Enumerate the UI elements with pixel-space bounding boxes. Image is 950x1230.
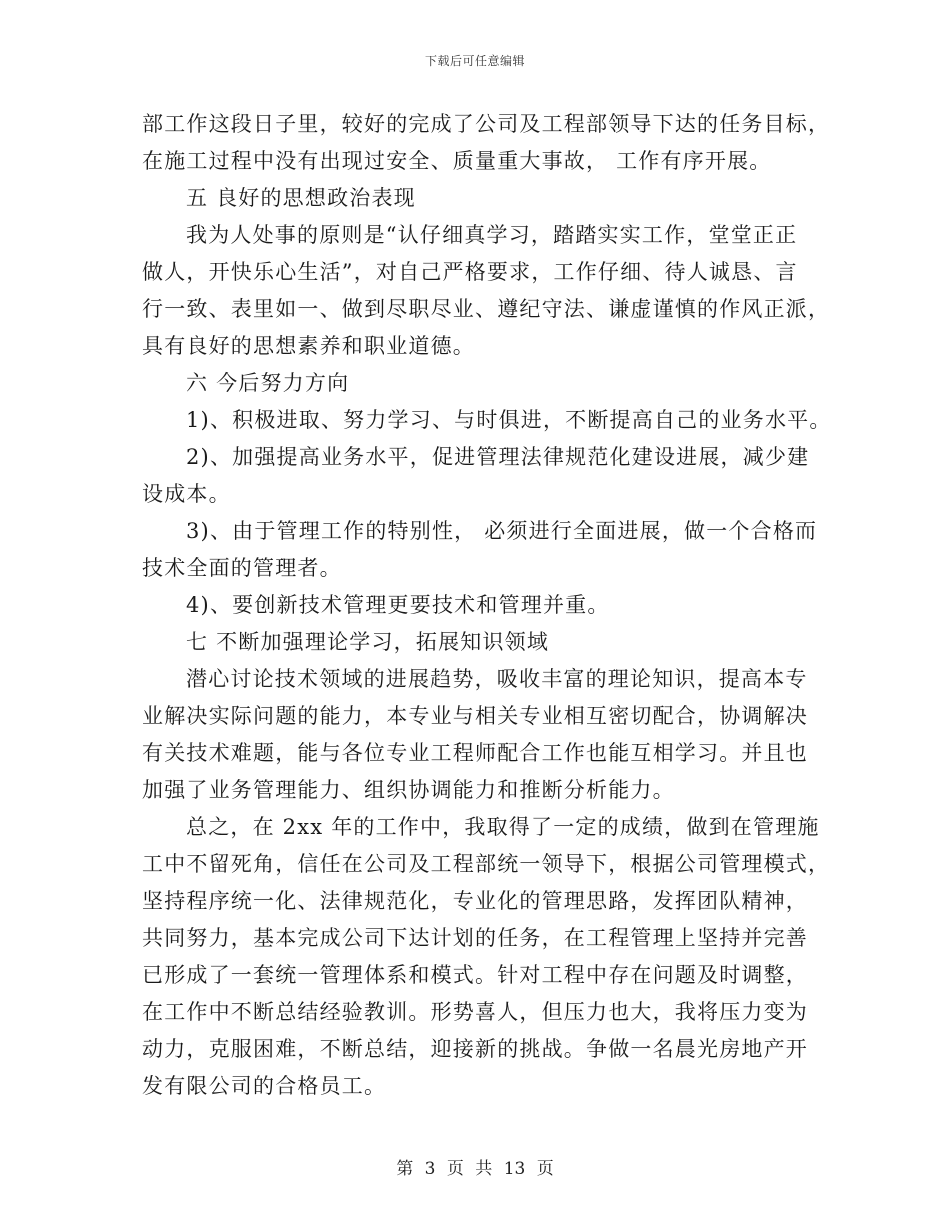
text-line: 总之，在 2xx 年的工作中，我取得了一定的成绩，做到在管理施 <box>186 815 820 839</box>
text-line: 技术全面的管理者。 <box>142 556 342 580</box>
text-line: 我为人处事的原则是“认仔细真学习，踏踏实实工作，堂堂正正 <box>186 223 798 247</box>
text-line: 2)、加强提高业务水平，促进管理法律规范化建设进展，减少建 <box>186 445 810 469</box>
document-body <box>142 106 832 1105</box>
text-line: 做人，开快乐心生活”，对自己严格要求，工作仔细、待人诚恳、言 <box>142 260 798 284</box>
text-line: 已形成了一套统一管理体系和模式。针对工程中存在问题及时调整， <box>142 963 808 987</box>
text-line: 行一致、表里如一、做到尽职尽业、遵纪守法、谦虚谨慎的作风正派， <box>142 297 831 321</box>
page-number-footer: 第 3 页 共 13 页 <box>396 1159 554 1179</box>
text-line: 在施工过程中没有出现过安全、质量重大事故， 工作有序开展。 <box>142 149 772 173</box>
text-line: 发有限公司的合格员工。 <box>142 1074 387 1098</box>
text-line: 部工作这段日子里，较好的完成了公司及工程部领导下达的任务目标， <box>142 112 831 136</box>
text-line: 共同努力，基本完成公司下达计划的任务，在工程管理上坚持并完善 <box>142 926 808 950</box>
text-line: 坚持程序统一化、法律规范化，专业化的管理思路，发挥团队精神， <box>142 889 808 913</box>
text-line: 业解决实际问题的能力，本专业与相关专业相互密切配合，协调解决 <box>142 704 808 728</box>
text-line: 六 今后努力方向 <box>186 371 350 395</box>
text-line: 加强了业务管理能力、组织协调能力和推断分析能力。 <box>142 778 675 802</box>
text-line: 潜心讨论技术领域的进展趋势，吸收丰富的理论知识，提高本专 <box>186 667 808 691</box>
text-line: 3)、由于管理工作的特别性， 必须进行全面进展，做一个合格而 <box>186 519 818 543</box>
text-line: 4)、要创新技术管理更要技术和管理并重。 <box>186 593 610 617</box>
text-line: 五 良好的思想政治表现 <box>186 186 416 210</box>
text-line: 七 不断加强理论学习，拓展知识领域 <box>186 630 550 654</box>
text-line: 有关技术难题，能与各位专业工程师配合工作也能互相学习。并且也 <box>142 741 808 765</box>
text-line: 在工作中不断总结经验教训。形势喜人，但压力也大，我将压力变为 <box>142 1000 808 1024</box>
text-line: 动力，克服困难，不断总结，迎接新的挑战。争做一名晨光房地产开 <box>142 1037 808 1061</box>
text-line: 1)、积极进取、努力学习、与时俱进，不断提高自己的业务水平。 <box>186 408 832 432</box>
text-line: 具有良好的思想素养和职业道德。 <box>142 334 475 358</box>
text-line: 设成本。 <box>142 482 231 506</box>
text-line: 工中不留死角，信任在公司及工程部统一领导下，根据公司管理模式， <box>142 852 831 876</box>
page-header-note: 下载后可任意编辑 <box>424 54 525 68</box>
